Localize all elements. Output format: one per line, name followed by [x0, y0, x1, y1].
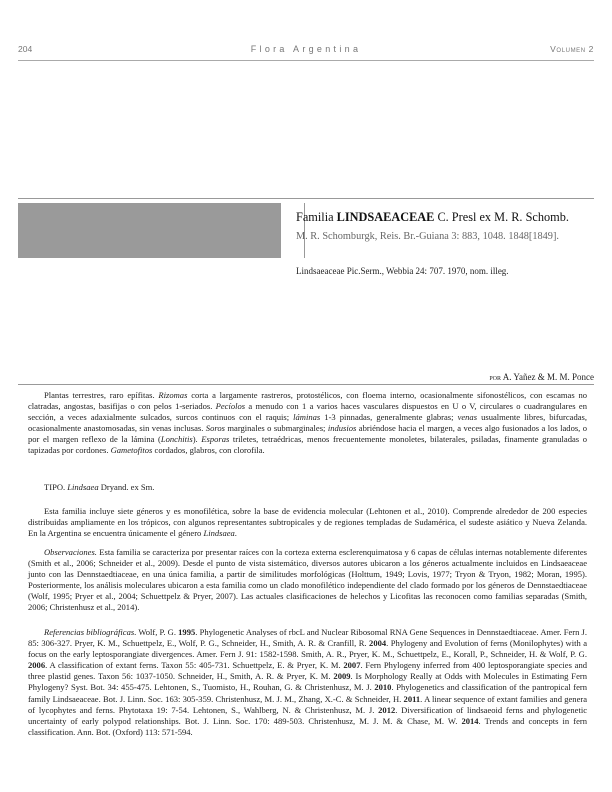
- running-title: Flora Argentina: [250, 44, 362, 54]
- ref-text: . Phylogenetics and classification of the pantropical fern family Lindsaeaceae. Bot. J. Linn. Soc. 163: 305-359. Christenhusz, M. J. M., Zhang, X.-C. & Schneider, H.: [28, 682, 587, 704]
- desc-text: ).: [192, 434, 202, 445]
- observaciones-label: Observaciones.: [44, 547, 97, 557]
- desc-text: a menudo con 1 a varios haces vasculares dispuestos en U o V, circulares o cuadrangulares en sección, a veces adaxialmente sulcados, surcos continuos con el raquis;: [28, 401, 587, 423]
- term-soros: Soros: [205, 423, 225, 434]
- term-peciolos: Pecíolos: [215, 401, 246, 412]
- ref-year: 2011: [403, 693, 421, 704]
- term-laminas: láminas: [293, 412, 321, 423]
- ref-year: 2009: [333, 671, 351, 682]
- family-reference: M. R. Schomburgk, Reis. Br.-Guiana 3: 883, 1048. 1848[1849].: [296, 231, 559, 242]
- term-indusios: indusios: [327, 423, 357, 434]
- family-synonym: Lindsaeaceae Pic.Serm., Webbia 24: 707. 1970, nom. illeg.: [296, 266, 509, 276]
- family-title-box: [18, 198, 594, 258]
- observaciones-text: Esta familia se caracteriza por presentar raíces con la corteza externa esclerenquimatosa y 6 capas de células internas notablemente diferentes (Smith et al., 2006; Schneider et al., 2009). Desde el punto de vista sistemático, diversos autores ubicaron a los géneros actualmente incluidos en Lindsaeaceae junto con las Dennstaedtiaceae, en una única familia, a partir de similitudes morfológicas (Holttum, 1949; Lovis, 1977; Tryon & Tryon, 1982; Moran, 1995). Posteriormente, los análisis moleculares ubicaron a esta familia como un clado monofilético independiente del clado formado por los géneros de Dennstaedtiaceae (Wolf, 1995; Pryer et al., 2004; Schuettpelz & Pryer, 2007). Las actuales clasificaciones de helechos y Licofitas las reconocen como familias separadas (Smith, 2006; Christenhusz et al., 2014).: [28, 547, 587, 613]
- section-authors: [489, 372, 594, 382]
- term-gametofitos: Gametofitos: [110, 445, 153, 456]
- ref-text: . Phylogeny and Evolution of ferns (Monilophytes) with a focus on the early leptosporangiate divergences. Amer. Fern J. 91: 1582-1598. Smith, A. R., Pryer, K. M., Schuettpelz, E., Korall, P., Schneider, H. & Wolf, P. G.: [28, 638, 587, 660]
- ref-text: . Phylogenetic Analyses of rbcL and Nuclear Ribosomal RNA Gene Sequences in Dennstaedtiaceae. Amer. Fern J. 85: 306-327. Pryer, K. M., Schuettpelz, E., Wolf, P. G., Schneider, H., Smith, A. R. & Cranfill, R.: [28, 627, 588, 649]
- authors-names: A. Yañez & M. M. Ponce: [500, 372, 594, 382]
- intro-paragraph: [28, 506, 587, 539]
- ref-year: 2012: [378, 704, 396, 715]
- desc-text: corta a largamente rastreros, protostélicos, con floema interno, ocasionalmente sifonostélicos, con escamas no clatradas, angostas, basifijas o con pelos 1-seriados.: [28, 390, 587, 412]
- page-number: 204: [18, 44, 33, 54]
- tipo-line: [28, 482, 587, 493]
- family-prefix: Familia: [296, 210, 337, 224]
- family-author: C. Presl ex M. R. Schomb.: [434, 210, 569, 224]
- volume-label: Volumen 2: [550, 44, 594, 54]
- desc-text: triletes, tetraédricas, menos frecuentemente monoletes, bilaterales, psiladas, finamente granuladas o tapizadas por cordones.: [28, 434, 587, 456]
- ref-year: 2004: [369, 638, 387, 649]
- desc-text: abriéndose hacia el margen, a veces algo fusionados a los lados, o por el margen reflexo de la lámina (: [28, 423, 587, 445]
- ref-text: . Fern Phylogeny inferred from 400 leptosporangiate species and three plastid genes. Taxon 56: 1037-1050. Schneider, H., Smith, A. R. & Pryer, K. M.: [28, 660, 588, 682]
- ref-text: . Diversification of lindsaeoid ferns and phylogenetic uncertainty of early polypod relationships. Bot. J. Linn. Soc. 170: 489-503. Christenhusz, M. J. M. & Chase, M. W.: [28, 704, 588, 726]
- intro-genus: Lindsaea: [203, 528, 235, 539]
- family-title: [296, 210, 569, 225]
- ref-text: . A linear sequence of extant families and genera of lycophytes and ferns. Phytotaxa 19: 7-54. Lehtonen, S., Wahlberg, N. & Christenhusz, M. J.: [28, 693, 588, 715]
- desc-text: usualmente libres, bifurcadas, ocasionalmente anastomosadas, sin venas inclusas.: [28, 412, 588, 434]
- ref-year: 2006: [28, 660, 46, 671]
- ref-year: 1995: [178, 627, 196, 637]
- header-rule: [18, 60, 594, 61]
- desc-text: marginales o submarginales;: [224, 423, 328, 434]
- term-rizomas: Rizomas: [158, 390, 188, 400]
- term-esporas: Esporas: [201, 434, 230, 445]
- observaciones-paragraph: [28, 547, 587, 614]
- running-header: [18, 44, 594, 58]
- ref-year: 2007: [343, 660, 361, 671]
- term-venas: venas: [457, 412, 478, 423]
- intro-text: Esta familia incluye siete géneros y es monofilética, sobre la base de evidencia molecular (Lehtonen et al., 2010). Comprende alrededor de 200 especies distribuidas ampliamente en los trópicos, con algunos representantes subtropicales y de regiones templadas de Sudamérica, el sudeste asiático y Nueva Zelanda. En la Argentina se encuentra únicamente el género: [28, 506, 587, 539]
- family-box-grey-panel: [18, 203, 281, 258]
- tipo-label: TIPO.: [44, 482, 68, 492]
- ref-year: 2010: [374, 682, 392, 693]
- desc-text: cordados, glabros, con clorofila.: [152, 445, 265, 456]
- referencias-label: Referencias bibliográficas: [44, 627, 135, 637]
- ref-year: 2014: [461, 715, 479, 726]
- authors-por: por: [489, 373, 501, 382]
- ref-text: . Wolf, P. G.: [134, 627, 179, 637]
- desc-text: Plantas terrestres, raro epífitas.: [44, 390, 159, 400]
- desc-text: 1-3 pinnadas, generalmente glabras;: [320, 412, 458, 423]
- family-box-top-rule: [18, 198, 594, 199]
- tipo-author: Dryand. ex Sm.: [98, 482, 155, 492]
- tipo-genus: Lindsaea: [67, 482, 99, 492]
- description-paragraph: [28, 390, 587, 457]
- ref-text: . Is Morphology Really at Odds with Molecules in Estimating Fern Phylogeny? Syst. Bot. 34: 455-475. Lehtonen, S., Tuomisto, H., Rouhan, G. & Christenhusz, M. J.: [28, 671, 587, 693]
- authors-rule: [18, 384, 594, 385]
- family-name: LINDSAEACEAE: [336, 210, 435, 224]
- term-lonchitis: Lonchitis: [160, 434, 193, 445]
- intro-end: .: [234, 528, 237, 539]
- referencias-paragraph: [28, 627, 587, 738]
- ref-text: . A classification of extant ferns. Taxon 55: 405-731. Schuettpelz, E. & Pryer, K. M.: [45, 660, 344, 671]
- ref-text: . Trends and concepts in fern classification. Ann. Bot. (Oxford) 113: 571-594.: [28, 715, 588, 737]
